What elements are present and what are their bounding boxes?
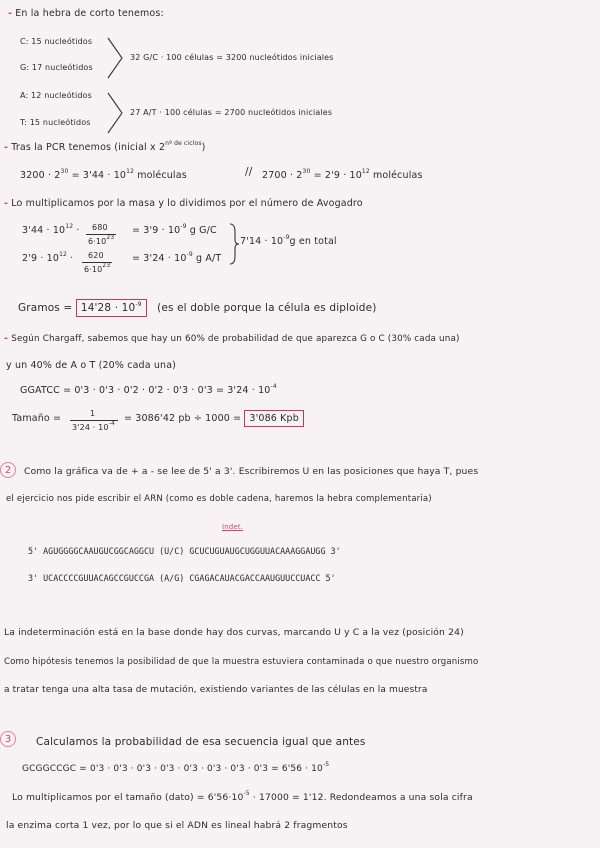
grams-line (18, 302, 376, 316)
size-result (124, 413, 304, 425)
q2-p2: Como hipótesis tenemos la posibilidad de que la muestra estuviera contaminada o que nuestro organismo (4, 657, 479, 667)
m1-left-exp: 12 (65, 223, 74, 230)
q3-text2-rest: · 17000 = 1'12. Redondeamos a una sola cifra (249, 792, 473, 803)
pcr-close: ) (201, 142, 206, 153)
pcr-eq2 (262, 170, 423, 183)
pcr-eq2-exp2: 12 (361, 168, 370, 175)
cg-c-line: C: 15 nucleótidos (20, 37, 93, 46)
q3-seq-exp: -5 (322, 761, 330, 768)
total-exp: -9 (283, 234, 290, 241)
size-label: Tamaño = (12, 413, 62, 424)
grams-box (76, 299, 147, 317)
chargaff-line1 (4, 333, 460, 345)
m2-left: 2'9 · 10 (22, 253, 60, 264)
pcr-eq2-exp: 30 (302, 168, 311, 175)
m2-res-exp: -9 (186, 251, 193, 258)
pcr-eq1 (20, 170, 187, 183)
m1-den (88, 236, 114, 249)
chargaff-seq-exp: -4 (270, 383, 277, 390)
size-mid: = 3086'42 pb ÷ 1000 = (124, 413, 242, 424)
grams-note: (es el doble porque la célula es diploide) (157, 302, 377, 314)
pcr-eq1-exp2: 12 (126, 168, 135, 175)
m2-res: = 3'24 · 10 (132, 253, 187, 264)
q3-seq (22, 763, 329, 776)
m2-unit: g A/T (192, 253, 222, 264)
pcr-eq2-base: 2700 · 2 (262, 170, 303, 181)
at-result: 27 A/T · 100 células = 2700 nucleótidos iniciales (130, 108, 333, 117)
cg-g-line: G: 17 nucleótidos (20, 63, 93, 72)
m1-unit: g G/C (186, 225, 217, 236)
pcr-eq1-unit: moléculas (134, 170, 187, 181)
m2-den-exp: 23 (102, 262, 111, 269)
q2-text1: Como la gráfica va de + a - se lee de 5' a 3'. Escribiremos U en las posiciones que haya T, pues (24, 466, 479, 477)
m1-res-exp: -9 (180, 223, 187, 230)
size-box: 3'086 Kpb (244, 410, 303, 427)
m2-left-exp: 12 (59, 251, 67, 258)
grams-value: 14'28 · 10 (80, 302, 136, 314)
pcr-eq2-rest: = 2'9 · 10 (310, 170, 362, 181)
total-brace (228, 224, 240, 264)
m2-result (132, 253, 221, 266)
size-den-base: 3'24 · 10 (72, 423, 109, 432)
at-brace (106, 93, 126, 133)
m2-den (84, 264, 110, 277)
q2-seq2: 3' UCACCCCGUUACAGCCGUCCGA (A/G) CGAGACAUACGACCAAUGUUCCUACC 5' (28, 573, 336, 583)
total-unit: g en total (289, 236, 337, 247)
at-a-line: A: 12 nucleótidos (20, 91, 92, 100)
intro-line (8, 8, 164, 20)
m2-num: 620 (88, 251, 104, 260)
chargaff-seq (20, 385, 277, 398)
q2-p3: a tratar tenga una alta tasa de mutación, existiendo variantes de las células en la muestra (4, 685, 428, 695)
pcr-eq2-unit: moléculas (369, 170, 423, 181)
total-line (240, 236, 337, 249)
pcr-eq1-rest: = 3'44 · 10 (68, 170, 127, 181)
q3-number-circle: 3 (0, 731, 16, 747)
q3-text2-base: Lo multiplicamos por el tamaño (dato) = 6'56·10 (12, 792, 244, 803)
pcr-eq1-base: 3200 · 2 (20, 170, 61, 181)
chargaff-dash: - (4, 333, 9, 344)
chargaff-line2: y un 40% de A o T (20% cada una) (6, 360, 177, 371)
intro-text: En la hebra de corto tenemos: (15, 8, 164, 19)
m1-res: = 3'9 · 10 (132, 225, 181, 236)
intro-dash: - (8, 8, 13, 19)
m1-den-exp: 23 (106, 234, 115, 241)
pcr-exp: nº de ciclos (165, 140, 202, 147)
size-den (72, 422, 115, 435)
pcr-eq1-exp: 30 (60, 168, 69, 175)
q2-text2: el ejercicio nos pide escribir el ARN (como es doble cadena, haremos la hebra complementaria) (6, 494, 432, 504)
q3-text2 (12, 792, 473, 805)
m1-left: 3'44 · 10 (22, 225, 66, 236)
cg-brace (106, 38, 126, 78)
total-value: 7'14 · 10 (240, 236, 284, 247)
chargaff-seq-text: GGATCC = 0'3 · 0'3 · 0'2 · 0'2 · 0'3 · 0'3 = 3'24 · 10 (20, 385, 271, 396)
q2-number-circle: 2 (0, 462, 16, 478)
pcr-separator: // (245, 166, 253, 178)
pcr-line (4, 142, 205, 155)
cg-result: 32 G/C · 100 células = 3200 nucleótidos iniciales (130, 53, 334, 62)
size-den-exp: -4 (108, 420, 115, 427)
multiply-dash: - (4, 198, 9, 209)
multiply-row2: $2'9 \cdot 10^{12}$ · (22, 251, 74, 264)
q3-text3: la enzima corta 1 vez, por lo que si el ADN es lineal habrá 2 fragmentos (6, 820, 348, 831)
pcr-text: Tras la PCR tenemos (inicial x 2 (11, 142, 166, 153)
q2-p1: La indeterminación está en la base donde hay dos curvas, marcando U y C a la vez (posición 24) (4, 627, 464, 638)
grams-label: Gramos = (18, 302, 73, 314)
q3-text2-exp: -5 (243, 790, 250, 797)
m1-num: 680 (92, 223, 108, 232)
m1-den-base: 6·10 (88, 237, 107, 246)
multiply-text: Lo multiplicamos por la masa y lo dividimos por el número de Avogadro (11, 198, 363, 209)
m2-den-base: 6·10 (84, 265, 103, 274)
multiply-row1: $3'44 \cdot 10^{12}$ · (22, 223, 80, 236)
chargaff-text1: Según Chargaff, sabemos que hay un 60% de probabilidad de que aparezca G o C (30% cada una) (11, 334, 460, 344)
size-num: 1 (90, 409, 96, 418)
q2-indet-label: Indet. (222, 523, 244, 531)
grams-exp: -9 (135, 301, 142, 308)
m1-result (132, 225, 217, 238)
q3-seq-text: GCGGCCGC = 0'3 · 0'3 · 0'3 · 0'3 · 0'3 · 0'3 · 0'3 · 0'3 = 6'56 · 10 (22, 764, 323, 774)
at-t-line: T: 15 nucleótidos (20, 118, 91, 127)
multiply-line (4, 198, 363, 210)
q2-seq1: 5' AGUGGGGCAAUGUCGGCAGGCU (U/C) GCUCUGUAUGCUGGUUACAAAGGAUGG 3' (28, 546, 341, 556)
q3-text1: Calculamos la probabilidad de esa secuencia igual que antes (36, 736, 366, 748)
pcr-dash: - (4, 142, 9, 153)
